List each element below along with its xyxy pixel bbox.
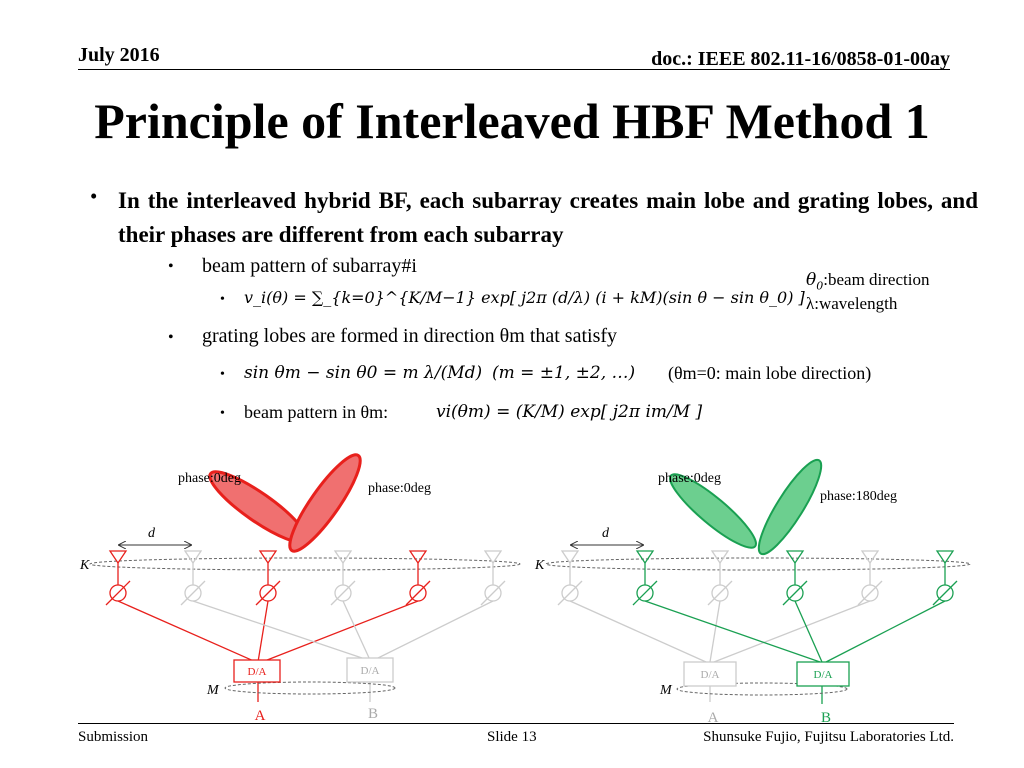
note-lambda: λ:wavelength xyxy=(806,294,898,313)
dac-b-left-label: D/A xyxy=(360,665,380,677)
label-a-right: A xyxy=(707,710,719,726)
bullet-marker: • xyxy=(90,184,98,208)
d-label-left: d xyxy=(148,526,155,541)
footer-divider xyxy=(78,723,954,724)
array-group-k-left xyxy=(90,558,520,570)
phase-label-left-2: phase:0deg xyxy=(368,481,431,496)
footer-submission: Submission xyxy=(78,729,149,745)
d-label-right: d xyxy=(602,526,609,541)
bullet-marker: • xyxy=(220,367,225,382)
note-theta0-text: :beam direction xyxy=(823,270,930,289)
label-b-right: B xyxy=(820,710,832,726)
bullet-marker: • xyxy=(168,258,174,275)
m-label-right: M xyxy=(660,683,672,698)
phase-label-left-1: phase:0deg xyxy=(178,471,241,486)
phase-label-right-1: phase:0deg xyxy=(658,471,721,486)
theta0-symbol: $\theta_0$ xyxy=(806,270,824,293)
k-label-right: K xyxy=(535,558,545,573)
bullet-marker: • xyxy=(220,292,225,307)
footer-author: Shunsuke Fujio, Fujitsu Laboratories Ltd. xyxy=(703,729,954,745)
dac-b-right-label: D/A xyxy=(813,669,833,681)
bullet-marker: • xyxy=(168,329,174,346)
bullet-grating-lobes: grating lobes are formed in direction θm that satisfy xyxy=(202,325,618,347)
grating-lobe-right xyxy=(750,453,830,560)
bullet-main-text: In the interleaved hybrid BF, each subarray creates main lobe and grating lobes, and their phases are different from each subarray xyxy=(118,188,978,247)
formula-main-lobe: (θm=0: main lobe direction) xyxy=(668,363,872,383)
bullet-beam-pattern-theta-m: beam pattern in θm: xyxy=(244,402,389,422)
formula-m-values: (m = ±1, ±2, …) xyxy=(492,363,636,383)
grating-lobe-left xyxy=(280,447,369,558)
bullet-marker: • xyxy=(220,406,225,421)
dac-a-left-label: D/A xyxy=(247,666,267,678)
label-b-left: B xyxy=(367,706,379,722)
k-label-left: K xyxy=(80,558,90,573)
dac-a-right-label: D/A xyxy=(700,669,720,681)
inactive-elements-left xyxy=(181,551,505,702)
bullet-beam-pattern: beam pattern of subarray#i xyxy=(202,255,417,277)
active-elements-right xyxy=(633,551,957,704)
formula-beam-pattern-theta-m: vi(θm) = (K/M) exp[ j2π im/M ] xyxy=(436,402,703,422)
footer-slide-number: Slide 13 xyxy=(487,729,537,745)
formula-grating-condition: sin θm − sin θ0 = m λ/(Md) xyxy=(244,363,483,383)
header-doc-id: doc.: IEEE 802.11-16/0858-01-00ay xyxy=(651,48,950,70)
slide-title: Principle of Interleaved HBF Method 1 xyxy=(94,93,930,149)
label-a-left: A xyxy=(254,708,266,724)
diagram-right xyxy=(534,453,970,726)
diagram-left xyxy=(79,447,520,724)
header-date: July 2016 xyxy=(78,44,160,66)
formula-beam-pattern: v_i(θ) = ∑_{k=0}^{K/M−1} exp[ j2π (d/λ) (i + kM)(sin θ − sin θ_0) ] xyxy=(244,288,805,307)
m-label-left: M xyxy=(207,683,219,698)
phase-label-right-2: phase:180deg xyxy=(820,489,897,504)
array-group-k-right xyxy=(546,558,970,570)
